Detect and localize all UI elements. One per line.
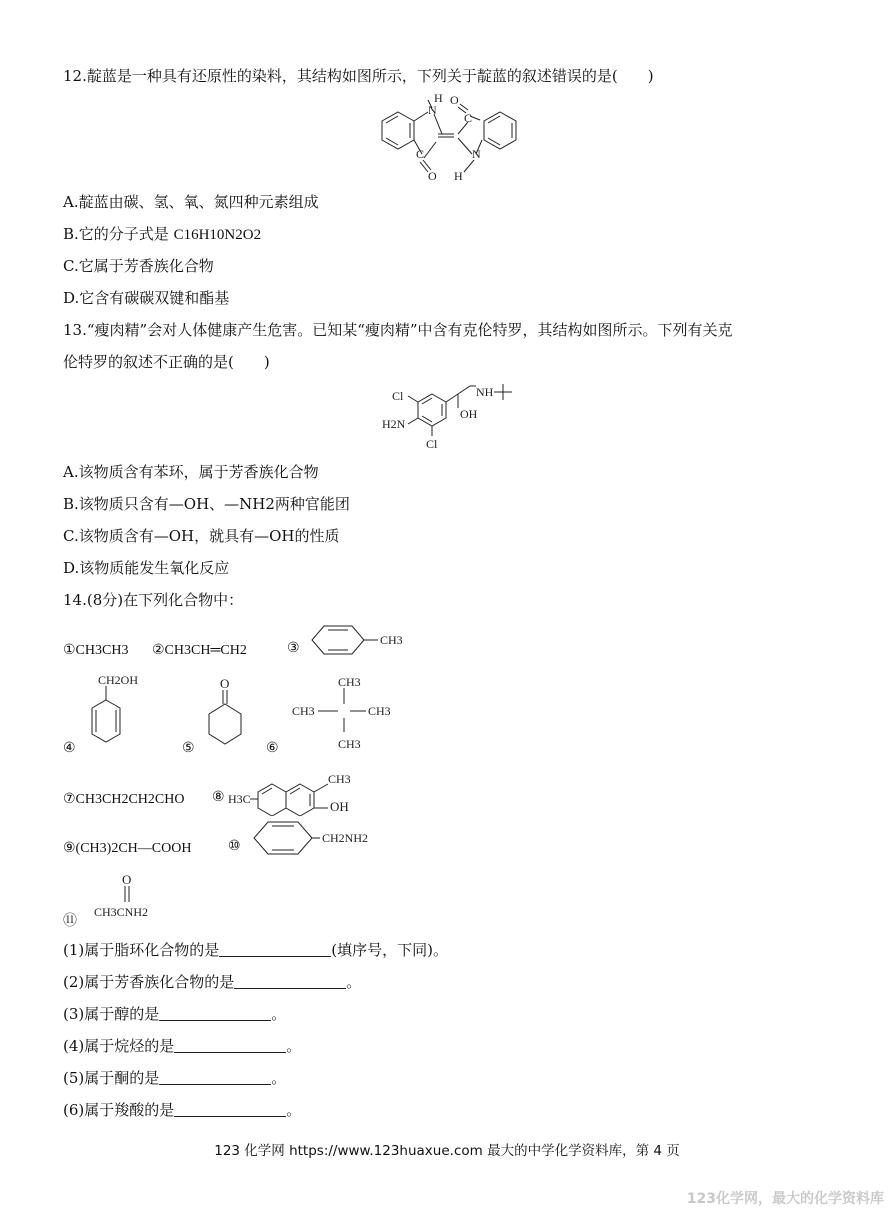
neopentane-structure	[290, 670, 400, 754]
q14-sub3	[63, 1004, 286, 1024]
indigo-h-label: H	[434, 92, 443, 105]
q14-sub4	[63, 1036, 301, 1056]
compound-3-number: ③	[287, 641, 300, 656]
benzyl-alcohol-structure	[84, 668, 164, 760]
cyclohexanone-o: O	[220, 676, 230, 691]
page-footer: 123 化学网 https://www.123huaxue.com 最大的中学化学资料库，第 4 页	[214, 1143, 680, 1159]
clenbuterol-structure	[380, 380, 520, 452]
q13-option-c: C.该物质含有—OH，就具有—OH的性质	[63, 527, 340, 545]
q14-sub1	[63, 940, 448, 960]
q14-sub1-text: (1)属于脂环化合物的是	[63, 941, 220, 959]
indigo-h2-label: H	[454, 169, 463, 183]
compound-8-number: ⑧	[212, 790, 225, 805]
q14-sub2-text: (2)属于芳香族化合物的是	[63, 973, 235, 991]
q14-sub4-text: (4)属于烷烃的是	[63, 1037, 175, 1055]
compound-1: ①CH3CH3	[63, 643, 129, 658]
compound-9: ⑨(CH3)2CH—COOH	[63, 841, 192, 856]
indigo-n2-label: N	[472, 147, 481, 161]
naphthol-h3c: H3C	[228, 792, 251, 806]
q13-option-b: B.该物质只含有—OH、—NH2两种官能团	[63, 495, 350, 513]
benzylamine-ch2nh2: CH2NH2	[322, 831, 369, 845]
indigo-o-label: O	[450, 93, 459, 107]
q12-option-b-formula: C16H10N2O2	[173, 227, 262, 243]
compound-5-number: ⑤	[182, 741, 195, 756]
naphthol-structure	[228, 770, 368, 816]
q14-sub2-blank[interactable]	[234, 974, 346, 989]
naphthol-ch3: CH3	[328, 772, 351, 786]
cyclohexanone-structure	[200, 672, 250, 758]
q14-sub1-blank[interactable]	[219, 942, 331, 957]
indigo-c-label: C	[464, 111, 473, 125]
watermark: 123化学网，最大的化学资料库	[686, 1191, 884, 1207]
q13-stem-line1: 13.“瘦肉精”会对人体健康产生危害。已知某“瘦肉精”中含有克伦特罗，其结构如图所示。下列有关克	[63, 321, 733, 339]
neopentane-ch3-top: CH3	[338, 675, 361, 689]
indigo-n-label: N	[428, 103, 437, 117]
q13-option-a: A.该物质含有苯环，属于芳香族化合物	[63, 463, 319, 481]
acetamide-o: O	[122, 872, 132, 887]
q12-option-b	[63, 224, 261, 245]
compound-11-number: ⑪	[63, 914, 77, 929]
compound-10-number: ⑩	[228, 839, 241, 854]
benzylamine-structure	[248, 818, 388, 858]
indigo-c2-label: C	[416, 147, 425, 161]
q14-sub4-blank[interactable]	[174, 1038, 286, 1053]
q14-stem: 14.(8分)在下列化合物中：	[63, 591, 244, 609]
q13-option-d: D.该物质能发生氧化反应	[63, 559, 230, 577]
indigo-structure	[376, 92, 521, 184]
q14-sub5-text: (5)属于酮的是	[63, 1069, 160, 1087]
clenbuterol-nh: NH	[476, 385, 494, 399]
q12-option-a: A.靛蓝由碳、氢、氧、氮四种元素组成	[63, 193, 319, 211]
q14-sub5-period: 。	[271, 1069, 287, 1087]
acetamide-structure	[90, 870, 180, 922]
q14-sub6-blank[interactable]	[174, 1102, 286, 1117]
q14-sub2-period: 。	[346, 973, 362, 991]
q12-option-d: D.它含有碳碳双键和酯基	[63, 289, 230, 307]
clenbuterol-h2n: H2N	[382, 417, 406, 431]
compound-6-number: ⑥	[266, 741, 279, 756]
q14-sub6-period: 。	[286, 1101, 302, 1119]
q12-stem: 12.靛蓝是一种具有还原性的染料，其结构如图所示，下列关于靛蓝的叙述错误的是( )	[63, 67, 654, 85]
toluene-structure	[308, 620, 412, 660]
clenbuterol-cl-bottom: Cl	[426, 437, 438, 451]
q14-sub1-tail: (填序号，下同)。	[331, 941, 448, 959]
q14-sub6	[63, 1100, 301, 1120]
naphthol-oh: OH	[330, 799, 349, 814]
q14-sub5-blank[interactable]	[159, 1070, 271, 1085]
q14-sub3-period: 。	[271, 1005, 287, 1023]
q14-sub6-text: (6)属于羧酸的是	[63, 1101, 175, 1119]
clenbuterol-cl-top: Cl	[392, 389, 404, 403]
neopentane-ch3-left: CH3	[292, 704, 315, 718]
neopentane-ch3-right: CH3	[368, 704, 391, 718]
q14-sub4-period: 。	[286, 1037, 302, 1055]
q12-option-b-text: B.它的分子式是	[63, 225, 169, 243]
acetamide-ch3cnh2: CH3CNH2	[94, 905, 149, 919]
q13-stem-line2: 伦特罗的叙述不正确的是( )	[63, 353, 270, 371]
compound-4-number: ④	[63, 741, 76, 756]
q14-sub5	[63, 1068, 286, 1088]
q14-sub3-text: (3)属于醇的是	[63, 1005, 160, 1023]
neopentane-ch3-bottom: CH3	[338, 737, 361, 751]
toluene-ch3: CH3	[380, 633, 403, 647]
q12-option-c: C.它属于芳香族化合物	[63, 257, 214, 275]
indigo-o2-label: O	[428, 169, 437, 183]
clenbuterol-oh: OH	[460, 407, 478, 421]
q14-sub3-blank[interactable]	[159, 1006, 271, 1021]
compound-7: ⑦CH3CH2CH2CHO	[63, 792, 185, 807]
compound-2: ②CH3CH═CH2	[152, 643, 247, 658]
q14-sub2	[63, 972, 361, 992]
benzyl-alcohol-ch2oh: CH2OH	[98, 673, 139, 687]
